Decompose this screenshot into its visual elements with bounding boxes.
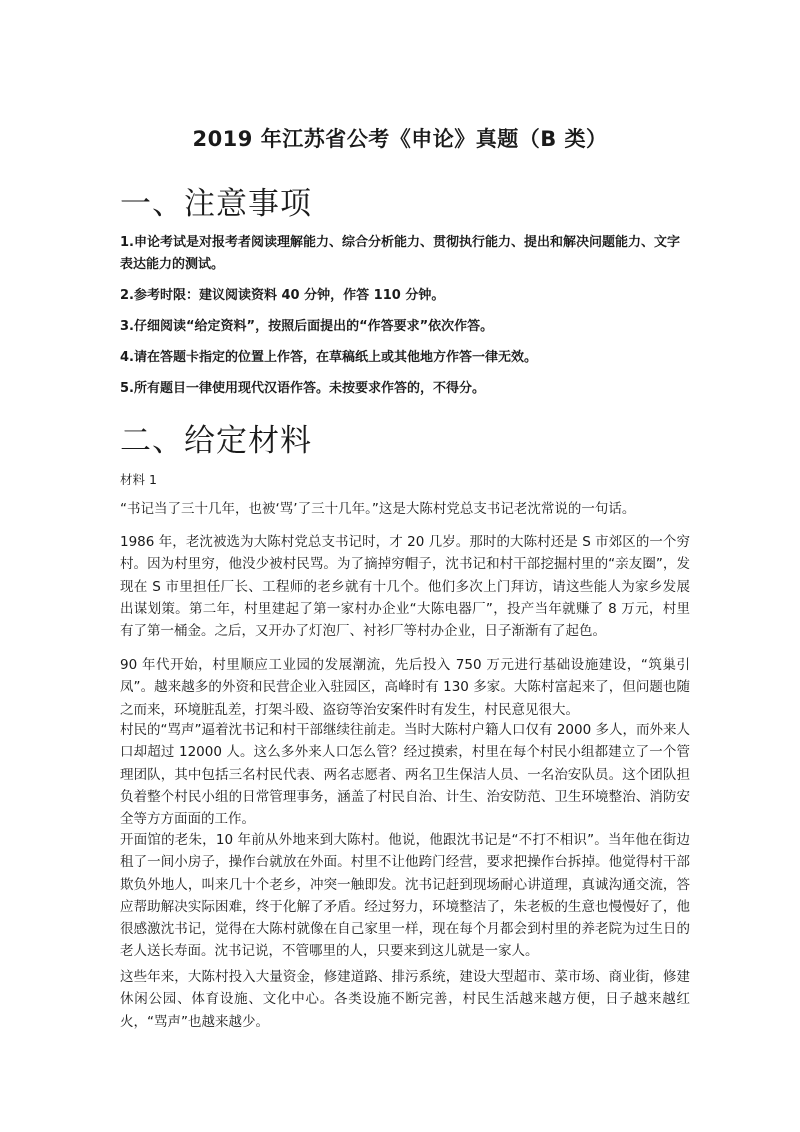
notice-item: 4.请在答题卡指定的位置上作答，在草稿纸上或其他地方作答一律无效。 — [120, 350, 537, 365]
notice-item: 2.参考时限：建议阅读资料 40 分钟，作答 110 分钟。 — [120, 288, 445, 303]
material-paragraph: 村民的“骂声”逼着沈书记和村干部继续往前走。当时大陈村户籍人口仅有 2000 多人，而外来人口却超过 12000 人。这么多外来人口怎么管？经过摸索，村里在每个村民小组都建立了一个管理团队，其中包括三名村民代表、两名志愿者、两名卫生保洁人员、一名治安队员。这个团队担负着整个村民小组的日常管理事务，涵盖了村民自治、计生、治安防范、卫生环境整治、消防安全等方方面面的工作。 — [120, 722, 690, 828]
material-paragraph: 开面馆的老朱，10 年前从外地来到大陈村。他说，他跟沈书记是“不打不相识”。当年他在街边租了一间小房子，操作台就放在外面。村里不让他跨门经营，要求把操作台拆掉。他觉得村干部欺负外地人，叫来几十个老乡，冲突一触即发。沈书记赶到现场耐心讲道理，真诚沟通交流，答应帮助解决实际困难，终于化解了矛盾。经过努力，环境整洁了，朱老板的生意也慢慢好了，他很感激沈书记，觉得在大陈村就像在自己家里一样，现在每个月都会到村里的养老院为过生日的老人送长寿面。沈书记说，不管哪里的人，只要来到这儿就是一家人。 — [120, 832, 690, 960]
material-paragraph: 90 年代开始，村里顺应工业园的发展潮流，先后投入 750 万元进行基础设施建设，“筑巢引凤”。越来越多的外资和民营企业入驻园区，高峰时有 130 多家。大陈村富起来了，但问题也随之而来，环境脏乱差，打架斗殴、盗窃等治安案件时有发生，村民意见很大。 — [120, 657, 690, 718]
notice-item: 1.申论考试是对报考者阅读理解能力、综合分析能力、贯彻执行能力、提出和解决问题能力、文字表达能力的测试。 — [120, 235, 680, 272]
material-label: 材料 1 — [120, 472, 157, 487]
document-title: 2019 年江苏省公考《申论》真题（B 类） — [192, 127, 608, 151]
material-paragraph: 1986 年，老沈被选为大陈村党总支书记时，才 20 几岁。那时的大陈村还是 S 市郊区的一个穷村。因为村里穷，他没少被村民骂。为了摘掉穷帽子，沈书记和村干部挖掘村里的“亲友圈”，发现在 S 市里担任厂长、工程师的老乡就有十几个。他们多次上门拜访，请这些能人为家乡发展出谋划策。第二年，村里建起了第一家村办企业“大陈电器厂”，投产当年就赚了 8 万元，村里有了第一桶金。之后，又开办了灯泡厂、衬衫厂等村办企业，日子渐渐有了起色。 — [120, 534, 690, 640]
section-heading-materials: 二、给定材料 — [120, 423, 312, 459]
material-paragraph: “书记当了三十几年，也被‘骂’了三十几年。”这是大陈村党总支书记老沈常说的一句话。 — [120, 501, 636, 517]
section-heading-notes: 一、注意事项 — [120, 186, 312, 222]
notice-item: 3.仔细阅读“给定资料”，按照后面提出的“作答要求”依次作答。 — [120, 319, 494, 334]
material-paragraph: 这些年来，大陈村投入大量资金，修建道路、排污系统，建设大型超市、菜市场、商业街，修建休闲公园、体育设施、文化中心。各类设施不断完善，村民生活越来越方便，日子越来越红火，“骂声”也越来越少。 — [120, 969, 690, 1030]
notice-item: 5.所有题目一律使用现代汉语作答。未按要求作答的，不得分。 — [120, 381, 485, 396]
